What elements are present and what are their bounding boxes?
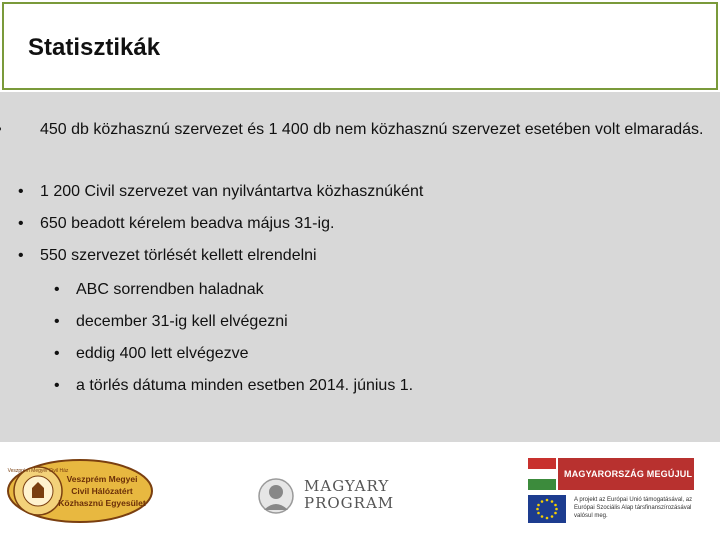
bullet-glyph: •	[18, 215, 24, 232]
sub-bullet-item	[54, 338, 694, 370]
bullet-glyph: •	[54, 281, 60, 298]
bullet-item	[18, 208, 708, 240]
logo-line-3: Közhasznú Egyesület	[58, 498, 146, 508]
sub-bullet-item	[54, 274, 694, 306]
bullet-glyph: •	[54, 313, 60, 330]
bullet-item	[18, 114, 708, 146]
sub-bullet-item	[54, 306, 694, 338]
bullet-text: 550 szervezet törlését kellett elrendelni	[40, 247, 317, 264]
civil-network-logo	[6, 458, 154, 524]
bullet-glyph: •	[18, 247, 24, 264]
sub-bullet-item	[54, 370, 694, 402]
content-area	[0, 92, 720, 442]
logo-line-2: Civil Hálózatért	[71, 486, 133, 496]
bullet-text: 650 beadott kérelem beadva május 31-ig.	[40, 215, 335, 232]
bullet-glyph: •	[54, 345, 60, 362]
bullet-item	[18, 176, 708, 208]
bullet-item	[18, 240, 708, 272]
eu-support-note: A projekt az Európai Unió támogatásával, az Európai Szociális Alap társfinanszírozásával valósul meg.	[574, 497, 693, 519]
eu-flag-icon	[528, 495, 566, 523]
sub-bullet-text: a törlés dátuma minden esetben 2014. június 1.	[76, 377, 414, 394]
magyary-program-logo	[304, 478, 394, 512]
sub-bullet-text: ABC sorrendben haladnak	[76, 281, 264, 298]
slide-title: Statisztikák	[28, 34, 161, 61]
bullet-glyph: •	[54, 377, 60, 394]
bullet-glyph: •	[18, 183, 24, 200]
bullet-text: 1 200 Civil szervezet van nyilvántartva közhasznúként	[40, 183, 424, 200]
magyarorszag-megujul-banner	[528, 458, 694, 490]
magyary-portrait-icon	[256, 476, 296, 516]
logo-ring-text: Veszprém Megyei Civil Ház	[7, 468, 69, 474]
logo-line-1: Veszprém Megyei	[66, 474, 138, 484]
hungarian-flag-icon	[528, 458, 556, 490]
magyary-line-2: PROGRAM	[304, 494, 395, 512]
bullet-text: 450 db közhasznú szervezet és 1 400 db nem közhasznú szervezet esetében volt elmaradás.	[40, 121, 704, 138]
banner-label: MAGYARORSZÁG MEGÚJUL	[558, 458, 694, 490]
bullet-glyph	[18, 114, 40, 146]
magyary-line-1: MAGYARY	[304, 477, 390, 495]
title-box	[2, 2, 718, 90]
sub-bullet-text: december 31-ig kell elvégezni	[76, 313, 288, 330]
sub-bullet-text: eddig 400 lett elvégezve	[76, 345, 249, 362]
